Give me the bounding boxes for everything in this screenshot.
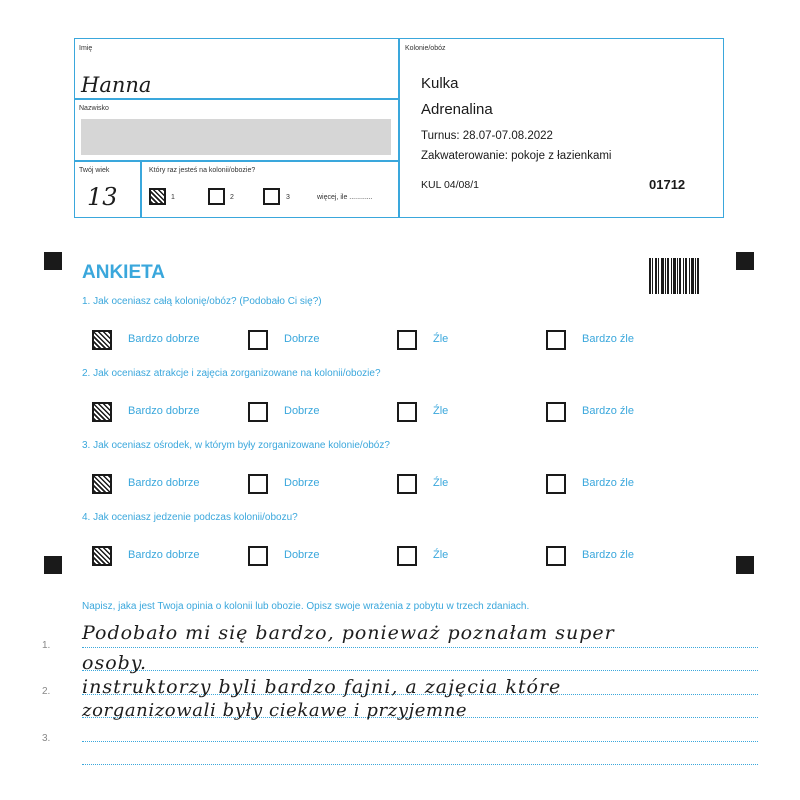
line-number-2: 2. (42, 686, 51, 697)
question-4-option-dobrze: Dobrze (284, 549, 320, 561)
opinion-handwritten-line-4[interactable]: zorganizowali były ciekawe i przyjemne (82, 700, 468, 721)
question-3-checkbox-bardzo-zle[interactable] (546, 474, 566, 494)
question-2-checkbox-zle[interactable] (397, 402, 417, 422)
question-1-option-dobrze: Dobrze (284, 333, 320, 345)
question-4-text: 4. Jak oceniasz jedzenie podczas kolonii/obozu? (82, 512, 298, 523)
wiek-value: 13 (87, 183, 118, 211)
camp-name: Kulka (421, 75, 459, 92)
answer-line (82, 670, 758, 671)
opinion-handwritten-line-3[interactable]: instruktorzy byli bardzo fajni, a zajęcia które (82, 676, 562, 698)
barcode-icon (649, 258, 701, 294)
turnus: Turnus: 28.07-07.08.2022 (421, 130, 553, 142)
question-3-option-dobrze: Dobrze (284, 477, 320, 489)
ktory-raz-checkbox-2[interactable] (208, 188, 225, 205)
survey-title: ANKIETA (82, 262, 166, 283)
answer-line (82, 741, 758, 742)
question-2-option-bardzo-zle: Bardzo źle (582, 405, 634, 417)
question-2-checkbox-dobrze[interactable] (248, 402, 268, 422)
question-3-checkbox-bardzo-dobrze[interactable] (92, 474, 112, 494)
imie-label: Imię (79, 45, 93, 52)
registration-mark-bottom-left (44, 556, 62, 574)
opinion-handwritten-line-2[interactable]: osoby. (82, 652, 148, 674)
question-1-text: 1. Jak oceniasz całą kolonię/obóz? (Podobało Ci się?) (82, 296, 322, 307)
question-2-checkbox-bardzo-zle[interactable] (546, 402, 566, 422)
answer-line (82, 764, 758, 765)
question-4-checkbox-dobrze[interactable] (248, 546, 268, 566)
camp-code: KUL 04/08/1 (421, 179, 479, 191)
ktory-raz-option-1: 1 (171, 194, 175, 201)
question-4-option-zle: Źle (433, 549, 449, 561)
question-3-checkbox-zle[interactable] (397, 474, 417, 494)
question-1-checkbox-zle[interactable] (397, 330, 417, 350)
question-4-checkbox-bardzo-dobrze[interactable] (92, 546, 112, 566)
imie-value: Hanna (81, 73, 152, 97)
ktory-raz-option-2: 2 (230, 194, 234, 201)
registration-mark-top-left (44, 252, 62, 270)
kolonie-label: Kolonie/obóz (405, 45, 446, 52)
question-1-checkbox-bardzo-zle[interactable] (546, 330, 566, 350)
question-1-checkbox-dobrze[interactable] (248, 330, 268, 350)
question-3-option-bardzo-zle: Bardzo źle (582, 477, 634, 489)
answer-line (82, 647, 758, 648)
question-4-option-bardzo-dobrze: Bardzo dobrze (128, 549, 200, 561)
question-3-checkbox-dobrze[interactable] (248, 474, 268, 494)
question-1-checkbox-bardzo-dobrze[interactable] (92, 330, 112, 350)
question-3-text: 3. Jak oceniasz ośrodek, w którym były zorganizowane kolonie/obóz? (82, 440, 390, 451)
line-number-1: 1. (42, 640, 51, 651)
wiek-field[interactable] (74, 160, 142, 218)
opinion-prompt: Napisz, jaka jest Twoja opinia o kolonii lub obozie. Opisz swoje wrażenia z pobytu w trzech zdaniach. (82, 601, 530, 612)
question-2-option-bardzo-dobrze: Bardzo dobrze (128, 405, 200, 417)
question-4-checkbox-zle[interactable] (397, 546, 417, 566)
registration-mark-bottom-right (736, 556, 754, 574)
question-4-option-bardzo-zle: Bardzo źle (582, 549, 634, 561)
camp-info-block (398, 38, 724, 218)
question-2-checkbox-bardzo-dobrze[interactable] (92, 402, 112, 422)
line-number-3: 3. (42, 733, 51, 744)
wiek-label: Twój wiek (79, 167, 110, 174)
wiecej-label: więcej, ile ............ (317, 194, 373, 201)
question-4-checkbox-bardzo-zle[interactable] (546, 546, 566, 566)
registration-mark-top-right (736, 252, 754, 270)
ktory-raz-field (140, 160, 400, 218)
question-3-option-bardzo-dobrze: Bardzo dobrze (128, 477, 200, 489)
question-1-option-bardzo-zle: Bardzo źle (582, 333, 634, 345)
zakwaterowanie: Zakwaterowanie: pokoje z łazienkami (421, 150, 612, 162)
question-2-option-dobrze: Dobrze (284, 405, 320, 417)
camp-theme: Adrenalina (421, 101, 493, 118)
opinion-handwritten-line-1[interactable]: Podobało mi się bardzo, ponieważ poznałam super (82, 622, 615, 644)
question-1-option-bardzo-dobrze: Bardzo dobrze (128, 333, 200, 345)
redacted-surname (81, 119, 391, 155)
question-1-option-zle: Źle (433, 333, 449, 345)
ktory-raz-option-3: 3 (286, 194, 290, 201)
ktory-raz-checkbox-1[interactable] (149, 188, 166, 205)
ktory-raz-checkbox-3[interactable] (263, 188, 280, 205)
question-2-text: 2. Jak oceniasz atrakcje i zajęcia zorganizowane na kolonii/obozie? (82, 368, 381, 379)
nazwisko-field[interactable] (74, 98, 400, 162)
form-number: 01712 (649, 177, 686, 192)
imie-field[interactable] (74, 38, 400, 100)
nazwisko-label: Nazwisko (79, 105, 109, 112)
question-2-option-zle: Źle (433, 405, 449, 417)
ktory-raz-label: Który raz jesteś na kolonii/obozie? (149, 167, 256, 174)
question-3-option-zle: Źle (433, 477, 449, 489)
